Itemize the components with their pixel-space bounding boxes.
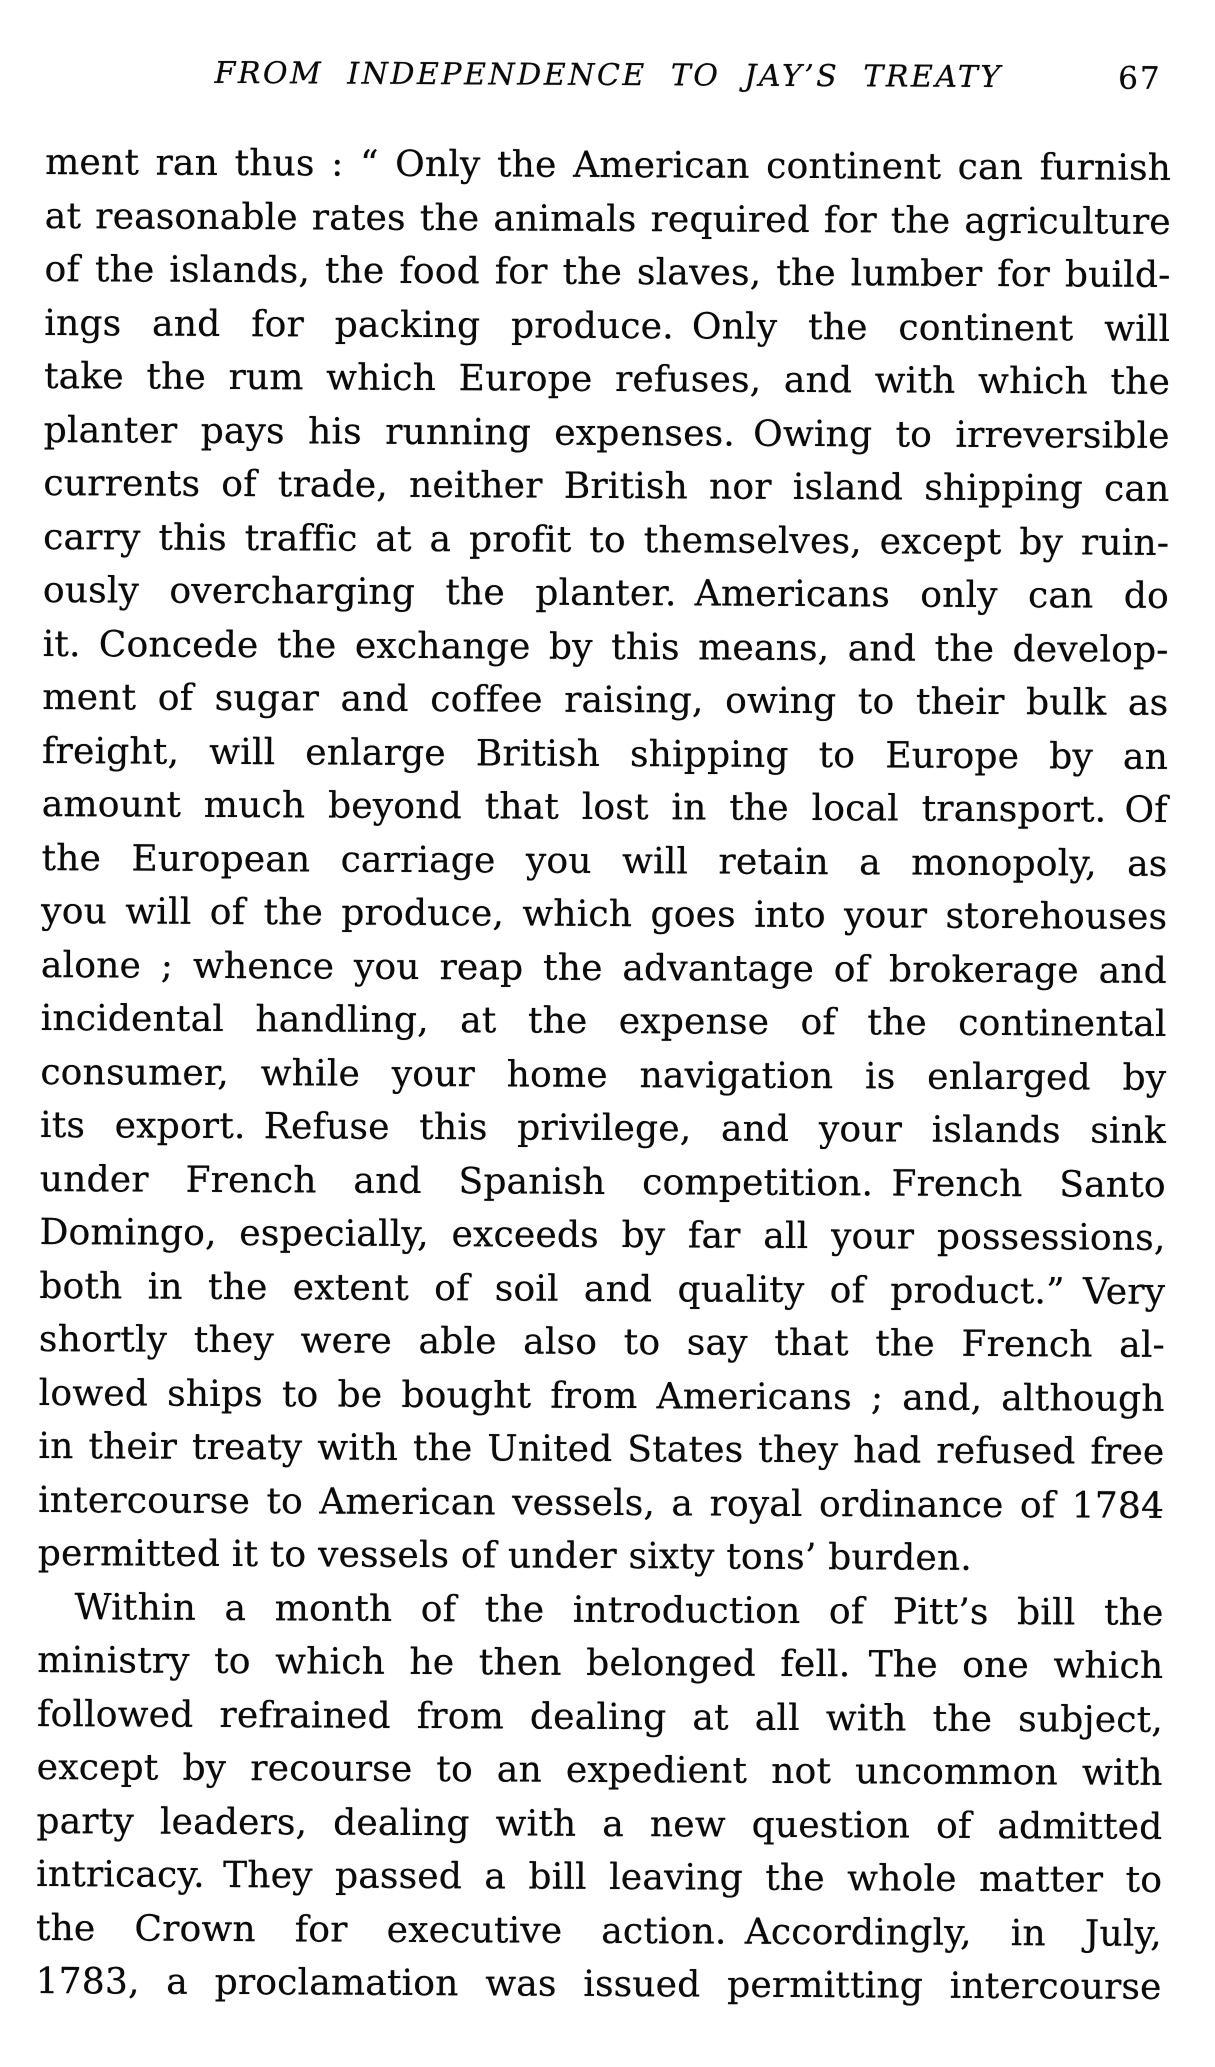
text-line: carry this traffic at a profit to themselves, except by ruin- xyxy=(43,516,1170,564)
text-line: the Crown for executive action. Accordingly, in July, xyxy=(35,1907,1162,1955)
text-line: ings and for packing produce. Only the continent will xyxy=(44,302,1171,350)
text-line: intricacy. They passed a bill leaving the whole matter to xyxy=(36,1853,1163,1901)
text-line: except by recourse to an expedient not uncommon with xyxy=(36,1746,1163,1794)
page-body xyxy=(35,136,1171,2014)
text-line: it. Concede the exchange by this means, and the develop- xyxy=(42,623,1169,671)
text-line: take the rum which Europe refuses, and with which the xyxy=(43,355,1171,403)
text-line: Within a month of the introduction of Pitt’s bill the xyxy=(74,1586,1164,1634)
text-line: of the islands, the food for the slaves, the lumber for build- xyxy=(44,248,1171,296)
text-line: freight, will enlarge British shipping to Europe by an xyxy=(41,730,1169,778)
text-line: ously overcharging the planter. Americans only can do xyxy=(42,569,1170,617)
text-line: shortly they were able also to say that the French al- xyxy=(38,1318,1166,1366)
text-line: planter pays his running expenses. Owing to irreversible xyxy=(43,409,1170,457)
text-line: Domingo, especially, exceeds by far all your possessions, xyxy=(39,1211,1166,1259)
text-line: 1783, a proclamation was issued permitting intercourse xyxy=(35,1960,1162,2008)
text-line: you will of the produce, which goes into your storehouses xyxy=(41,890,1168,938)
text-line: both in the extent of soil and quality of product.” Very xyxy=(39,1265,1166,1313)
text-line: at reasonable rates the animals required for the agriculture xyxy=(44,195,1171,243)
running-title: FROM INDEPENDENCE TO JAY’S TREATY xyxy=(214,55,1003,96)
text-line: under French and Spanish competition. French Santo xyxy=(39,1158,1166,1206)
running-header xyxy=(46,0,1172,99)
text-line: ment of sugar and coffee raising, owing to their bulk as xyxy=(42,676,1169,724)
text-line: amount much beyond that lost in the local transport. Of xyxy=(41,783,1168,831)
text-line: followed refrained from dealing at all with the subject, xyxy=(36,1693,1164,1741)
paragraph-2 xyxy=(35,1580,1163,2014)
text-line: alone ; whence you reap the advantage of brokerage and xyxy=(40,944,1168,992)
text-line: permitted it to vessels of under sixty tons’ burden. xyxy=(37,1532,973,1579)
text-line: intercourse to American vessels, a royal ordinance of 1784 xyxy=(38,1479,1165,1527)
text-line: the European carriage you will retain a monopoly, as xyxy=(41,837,1168,885)
text-line: ministry to which he then belonged fell. The one which xyxy=(37,1639,1164,1687)
paragraph-1 xyxy=(38,136,1172,1586)
text-line: party leaders, dealing with a new question of admitted xyxy=(36,1800,1163,1848)
page-number: 67 xyxy=(1118,60,1162,97)
text-line: incidental handling, at the expense of the continental xyxy=(40,997,1167,1045)
text-line: consumer, while your home navigation is enlarged by xyxy=(40,1051,1167,1099)
page-content xyxy=(35,0,1172,2014)
text-line: its export. Refuse this privilege, and your islands sink xyxy=(39,1104,1167,1152)
text-line: in their treaty with the United States they had refused free xyxy=(38,1425,1165,1473)
text-line: currents of trade, neither British nor island shipping can xyxy=(43,462,1170,510)
text-line: ment ran thus : “ Only the American continent can furnish xyxy=(45,141,1172,189)
text-line: lowed ships to be bought from Americans ; and, although xyxy=(38,1372,1165,1420)
